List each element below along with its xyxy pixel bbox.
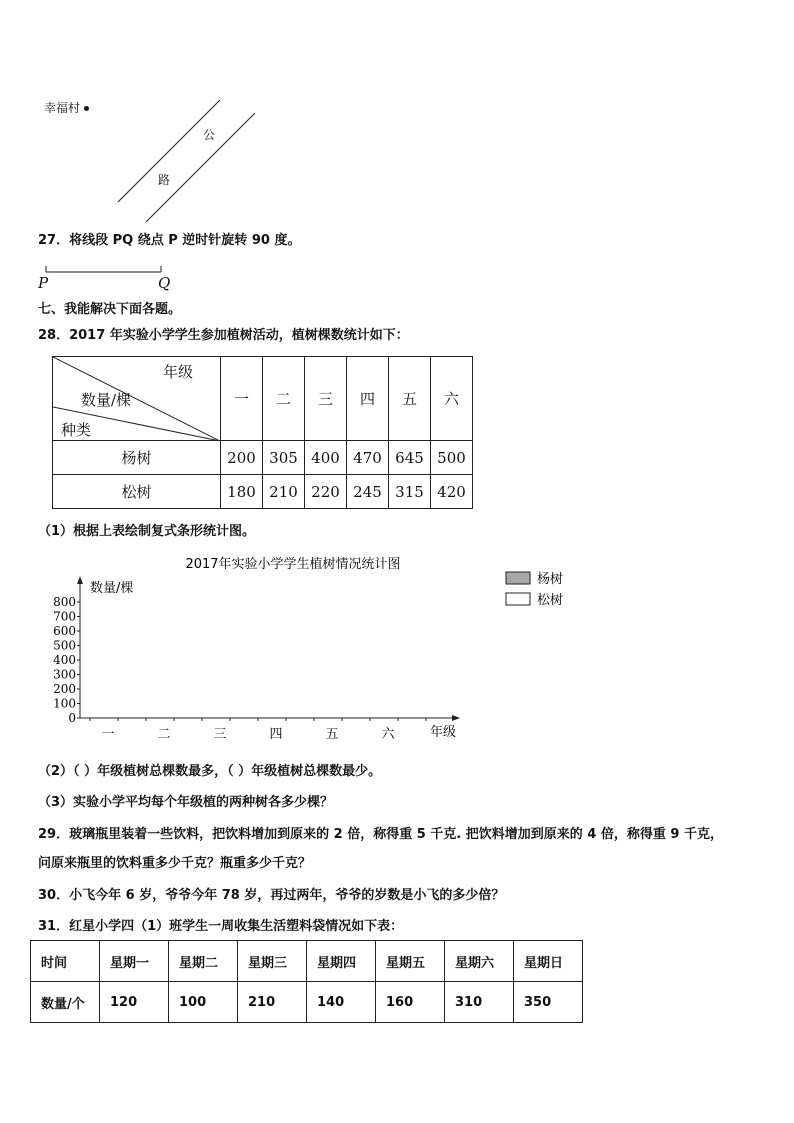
tree-bar-chart — [0, 548, 794, 748]
bag-table — [30, 940, 583, 1023]
row-name: 杨树 — [53, 441, 221, 475]
bag-table-counts-row — [31, 982, 583, 1023]
legend-label: 松树 — [537, 593, 564, 608]
y-tick-label: 200 — [53, 682, 76, 696]
count-cell: 160 — [376, 982, 445, 1023]
header-qty: 数量/棵 — [81, 391, 132, 409]
y-tick-label: 500 — [53, 638, 76, 653]
x-tick-label: 四 — [269, 727, 283, 742]
day-cell: 星期日 — [514, 941, 583, 982]
grade-3: 三 — [305, 357, 347, 441]
cell: 180 — [221, 475, 263, 509]
road-char-1: 公 — [203, 128, 216, 142]
table-row-poplar — [53, 441, 473, 475]
x-tick-label: 五 — [325, 727, 339, 742]
legend-label: 杨树 — [537, 572, 564, 587]
count-cell: 120 — [100, 982, 169, 1023]
grade-6: 六 — [431, 357, 473, 441]
q28-part2: （2）（ ）年级植树总棵数最多，（ ）年级植树总棵数最少。 — [38, 764, 382, 779]
q30-text: 30．小飞今年 6 岁，爷爷今年 78 岁，再过两年，爷爷的岁数是小飞的多少倍？ — [38, 888, 505, 903]
cell: 220 — [305, 475, 347, 509]
cell: 245 — [347, 475, 389, 509]
count-cell: 100 — [169, 982, 238, 1023]
segment-pq — [38, 262, 178, 278]
chart-xlabel: 年级 — [429, 725, 457, 740]
x-tick-label: 三 — [213, 727, 227, 742]
y-tick-label: 800 — [53, 595, 76, 609]
tree-table — [52, 356, 473, 509]
table-row-pine — [53, 475, 473, 509]
row-head-time: 时间 — [31, 941, 100, 982]
grade-5: 五 — [389, 357, 431, 441]
x-tick-label: 一 — [101, 727, 115, 742]
day-cell: 星期三 — [238, 941, 307, 982]
q28-intro: 28．2017 年实验小学学生参加植树活动，植树棵数统计如下： — [38, 328, 409, 343]
table-header-diagonal — [53, 357, 221, 441]
q28-part3: （3）实验小学平均每个年级植的两种树各多少棵？ — [38, 795, 334, 810]
day-cell: 星期二 — [169, 941, 238, 982]
y-tick-label: 600 — [53, 624, 76, 638]
cell: 420 — [431, 475, 473, 509]
village-dot — [84, 106, 89, 111]
y-tick-label: 100 — [53, 696, 76, 711]
cell: 210 — [263, 475, 305, 509]
day-cell: 星期一 — [100, 941, 169, 982]
header-type: 种类 — [61, 421, 92, 439]
count-cell: 310 — [445, 982, 514, 1023]
cell: 470 — [347, 441, 389, 475]
point-q-label: Q — [158, 274, 171, 292]
grade-2: 二 — [263, 357, 305, 441]
village-name: 幸福村 — [44, 101, 81, 115]
chart-title: 2017年实验小学学生植树情况统计图 — [185, 557, 401, 572]
q29-line1: 29．玻璃瓶里装着一些饮料，把饮料增加到原来的 2 倍，称得重 5 千克. 把饮料增加到原来的 4 倍，称得重 9 千克， — [38, 827, 723, 842]
cell: 645 — [389, 441, 431, 475]
day-cell: 星期五 — [376, 941, 445, 982]
q31-intro: 31．红星小学四（1）班学生一周收集生活塑料袋情况如下表： — [38, 919, 404, 934]
row-name: 松树 — [53, 475, 221, 509]
cell: 315 — [389, 475, 431, 509]
cell: 500 — [431, 441, 473, 475]
count-cell: 140 — [307, 982, 376, 1023]
day-cell: 星期四 — [307, 941, 376, 982]
section7-title: 七、我能解决下面各题。 — [38, 302, 182, 317]
q29-line2: 问原来瓶里的饮料重多少千克？瓶重多少千克？ — [38, 856, 312, 871]
road-line-right — [146, 113, 255, 222]
count-cell: 210 — [238, 982, 307, 1023]
day-cell: 星期六 — [445, 941, 514, 982]
cell: 400 — [305, 441, 347, 475]
y-tick-label: 400 — [53, 653, 76, 667]
cell: 200 — [221, 441, 263, 475]
y-axis-arrow — [77, 576, 83, 584]
road-char-2: 路 — [158, 173, 171, 187]
legend-swatch — [506, 593, 530, 605]
grade-1: 一 — [221, 357, 263, 441]
q28-part1: （1）根据上表绘制复式条形统计图。 — [38, 524, 256, 539]
cell: 305 — [263, 441, 305, 475]
x-tick-label: 六 — [381, 727, 395, 742]
q27-text: 27．将线段 PQ 绕点 P 逆时针旋转 90 度。 — [38, 233, 301, 248]
grade-4: 四 — [347, 357, 389, 441]
y-tick-label: 0 — [68, 711, 76, 725]
bag-table-days-row — [31, 941, 583, 982]
x-axis-arrow — [452, 715, 460, 721]
row-head-count: 数量/个 — [31, 982, 100, 1023]
count-cell: 350 — [514, 982, 583, 1023]
x-tick-label: 二 — [157, 727, 171, 742]
y-tick-label: 300 — [53, 667, 76, 682]
point-p-label: P — [38, 274, 49, 292]
header-grade: 年级 — [163, 363, 194, 381]
chart-ylabel: 数量/棵 — [90, 581, 134, 596]
legend-swatch — [506, 572, 530, 584]
y-tick-label: 700 — [53, 609, 76, 624]
road-lines — [110, 95, 270, 225]
village-label — [44, 99, 89, 116]
